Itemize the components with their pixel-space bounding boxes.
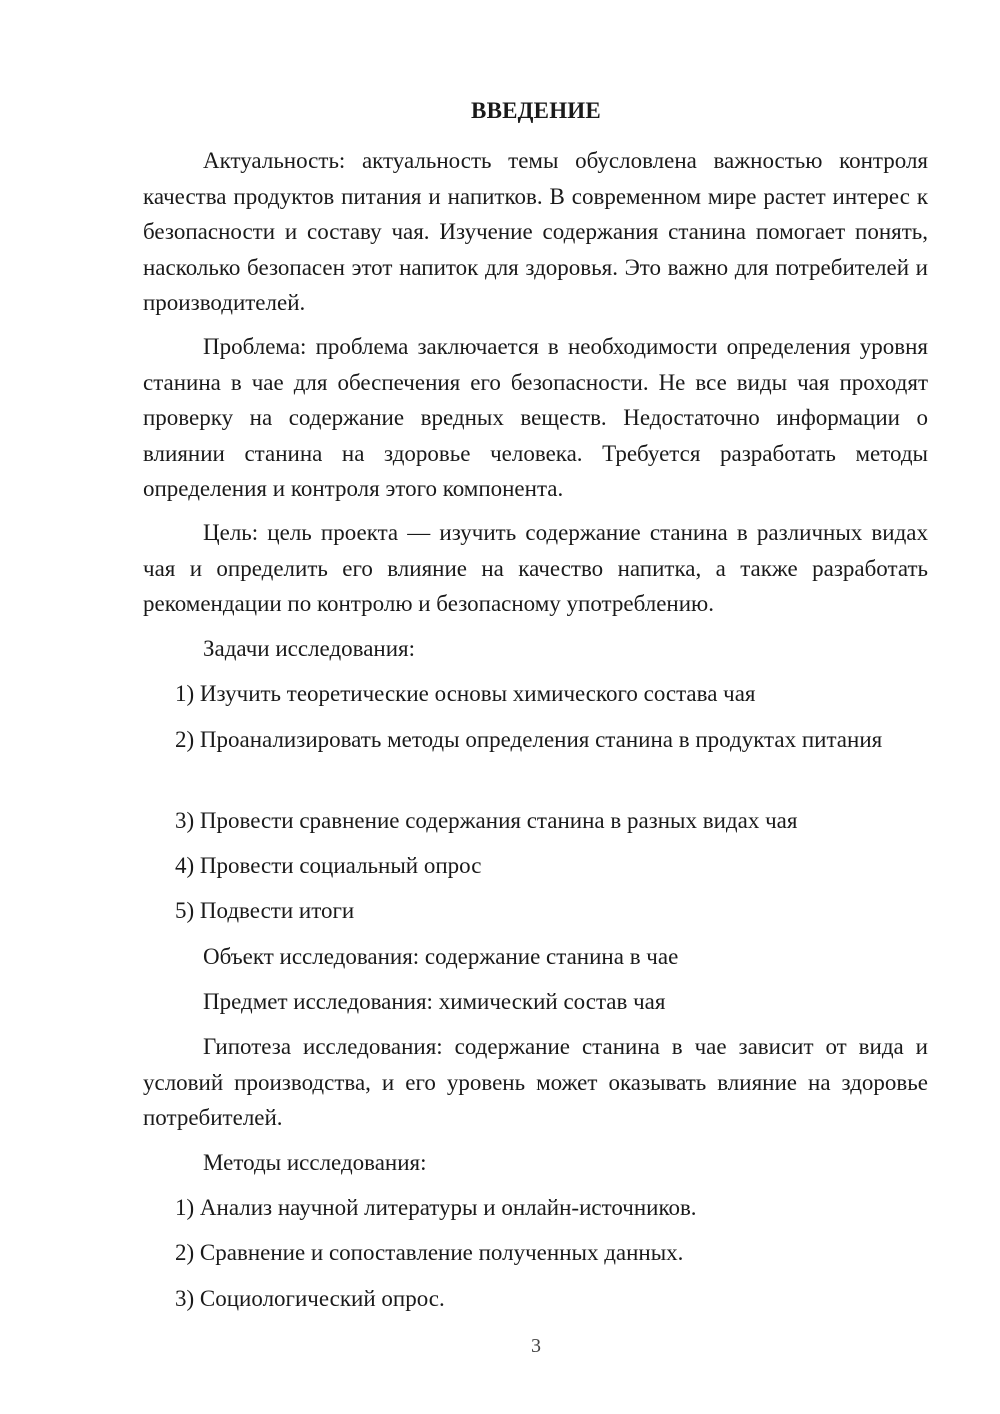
tasks-heading: Задачи исследования: (203, 636, 416, 661)
page-title: ВВЕДЕНИЕ (471, 98, 601, 123)
relevance-paragraph: Актуальность: актуальность темы обусловлена важностью контроля качества продуктов питания и напитков. В современном мире растет интерес к безопасности и составу чая. Изучение содержания станина помогает понять, насколько безопасен этот напиток для здоровья. Это важно для потребителей и производителей. (143, 148, 928, 315)
hypothesis-paragraph: Гипотеза исследования: содержание станина в чае зависит от вида и условий производства, и его уровень может оказывать влияние на здоровье потребителей. (143, 1034, 928, 1130)
object-line: Объект исследования: содержание станина в чае (203, 944, 679, 969)
method-item: 1) Анализ научной литературы и онлайн-источников. (175, 1195, 697, 1220)
task-item: 2) Проанализировать методы определения станина в продуктах питания (175, 727, 883, 752)
method-item: 2) Сравнение и сопоставление полученных данных. (175, 1240, 684, 1265)
task-item: 3) Провести сравнение содержания станина в разных видах чая (175, 808, 798, 833)
method-item: 3) Социологический опрос. (175, 1286, 445, 1311)
problem-paragraph: Проблема: проблема заключается в необходимости определения уровня станина в чае для обеспечения его безопасности. Не все виды чая проходят проверку на содержание вредных веществ. Недостаточно информации о влиянии станина на здоровье человека. Требуется разработать методы определения и контроля этого компонента. (143, 334, 928, 501)
task-item: 5) Подвести итоги (175, 898, 355, 923)
page-number: 3 (531, 1335, 541, 1357)
methods-heading: Методы исследования: (203, 1150, 427, 1175)
goal-paragraph: Цель: цель проекта — изучить содержание станина в различных видах чая и определить его влияние на качество напитка, а также разработать рекомендации по контролю и безопасному употреблению. (143, 520, 928, 616)
subject-line: Предмет исследования: химический состав чая (203, 989, 666, 1014)
task-item: 1) Изучить теоретические основы химического состава чая (175, 681, 756, 706)
task-item: 4) Провести социальный опрос (175, 853, 482, 878)
